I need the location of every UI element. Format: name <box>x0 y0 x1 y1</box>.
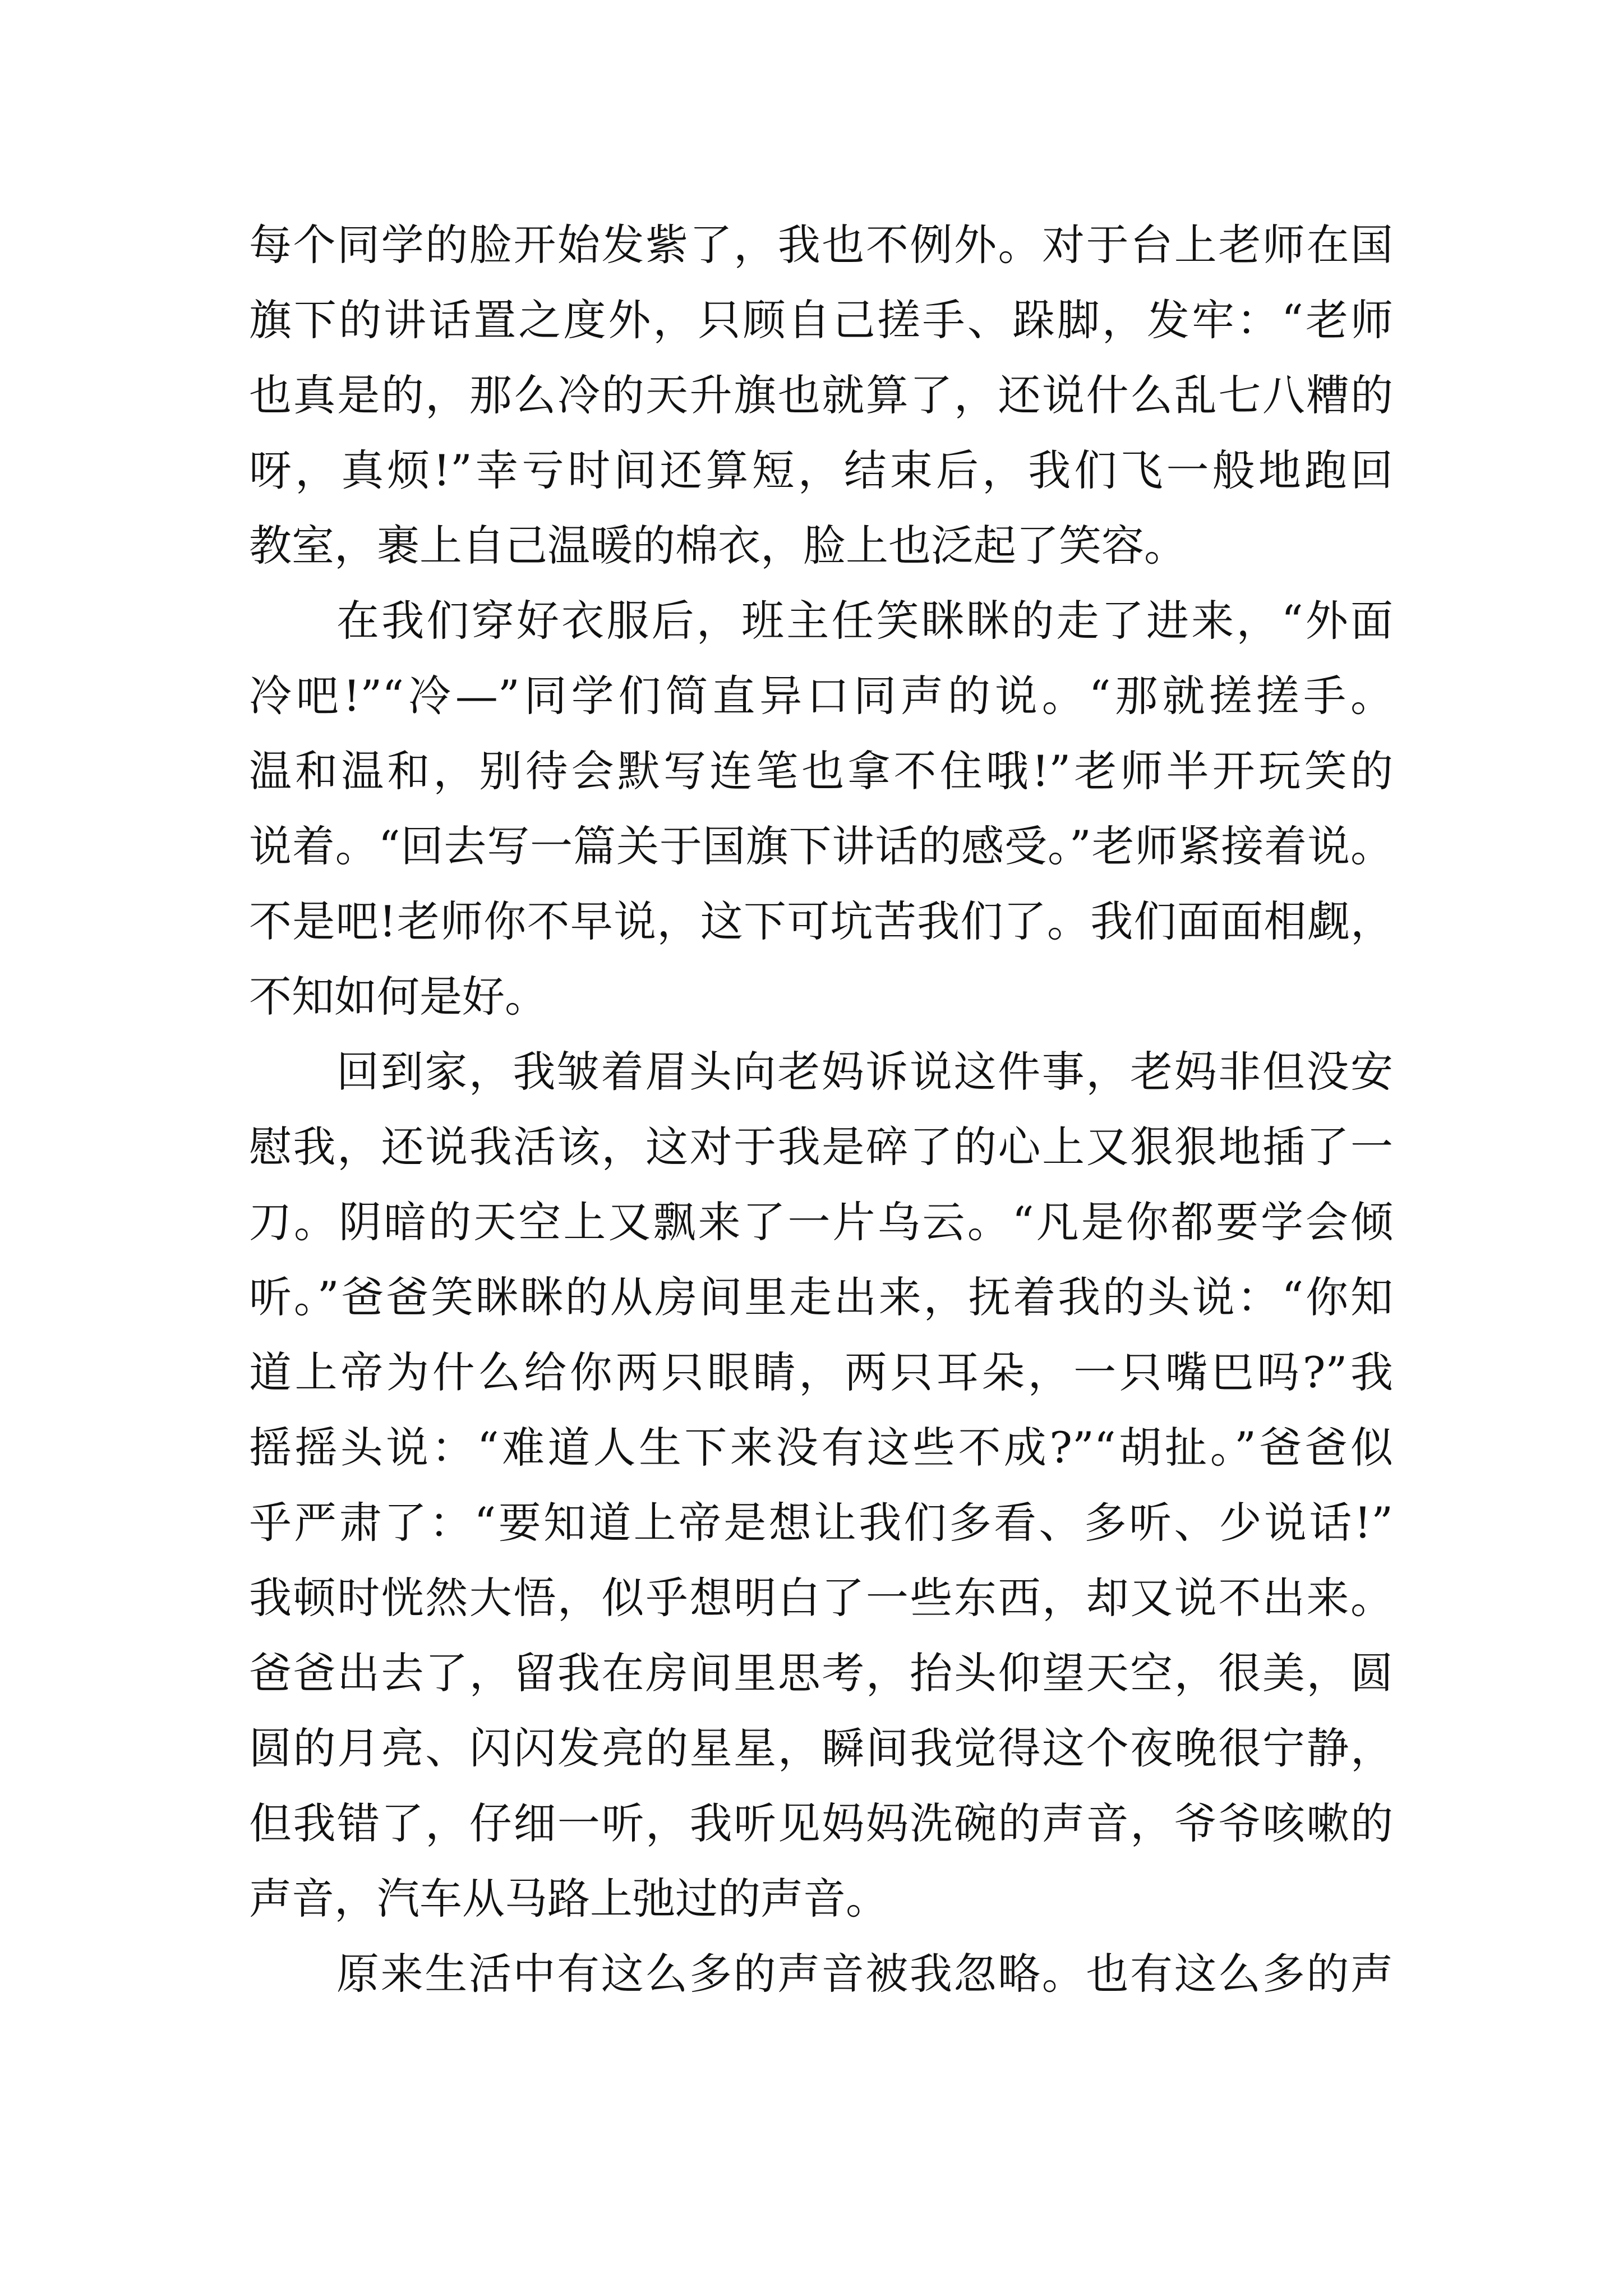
text-line: 刀。阴暗的天空上又飘来了一片乌云。“凡是你都要学会倾 <box>249 1197 1393 1247</box>
text-line: 圆的月亮、闪闪发亮的星星，瞬间我觉得这个夜晚很宁静， <box>249 1723 1393 1773</box>
text-line: 声音，汽车从马路上弛过的声音。 <box>249 1874 888 1924</box>
text-line: 冷吧!”“冷—”同学们简直异口同声的说。“那就搓搓手。 <box>249 671 1393 721</box>
text-line: 每个同学的脸开始发紫了，我也不例外。对于台上老师在国 <box>249 220 1393 270</box>
text-line: 听。”爸爸笑眯眯的从房间里走出来，抚着我的头说：“你知 <box>249 1272 1393 1322</box>
text-line: 道上帝为什么给你两只眼睛，两只耳朵，一只嘴巴吗?”我 <box>249 1347 1393 1397</box>
text-line: 我顿时恍然大悟，似乎想明白了一些东西，却又说不出来。 <box>249 1573 1393 1623</box>
text-line: 说着。“回去写一篇关于国旗下讲话的感受。”老师紧接着说。 <box>249 821 1393 871</box>
text-line: 原来生活中有这么多的声音被我忽略。也有这么多的声 <box>336 1949 1393 1999</box>
text-line: 回到家，我皱着眉头向老妈诉说这件事，老妈非但没安 <box>336 1047 1393 1097</box>
text-line: 爸爸出去了，留我在房间里思考，抬头仰望天空，很美，圆 <box>249 1648 1393 1698</box>
text-line: 不知如何是好。 <box>249 972 547 1022</box>
text-line: 摇摇头说：“难道人生下来没有这些不成?”“胡扯。”爸爸似 <box>249 1423 1393 1473</box>
text-line: 呀，真烦!”幸亏时间还算短，结束后，我们飞一般地跑回 <box>249 445 1393 495</box>
text-line: 教室，裹上自己温暖的棉衣，脸上也泛起了笑容。 <box>249 521 1187 570</box>
document-body <box>249 208 1393 2012</box>
text-line: 温和温和，别待会默写连笔也拿不住哦!”老师半开玩笑的 <box>249 746 1393 796</box>
text-line: 但我错了，仔细一听，我听见妈妈洗碗的声音，爷爷咳嗽的 <box>249 1798 1393 1848</box>
text-line: 旗下的讲话置之度外，只顾自己搓手、跺脚，发牢：“老师 <box>249 295 1393 345</box>
text-line: 不是吧!老师你不早说，这下可坑苦我们了。我们面面相觑， <box>249 896 1393 946</box>
text-line: 在我们穿好衣服后，班主任笑眯眯的走了进来，“外面 <box>336 596 1393 646</box>
text-line: 也真是的，那么冷的天升旗也就算了，还说什么乱七八糟的 <box>249 370 1393 420</box>
text-line: 乎严肃了：“要知道上帝是想让我们多看、多听、少说话!” <box>249 1498 1393 1548</box>
text-line: 慰我，还说我活该，这对于我是碎了的心上又狠狠地插了一 <box>249 1122 1393 1172</box>
